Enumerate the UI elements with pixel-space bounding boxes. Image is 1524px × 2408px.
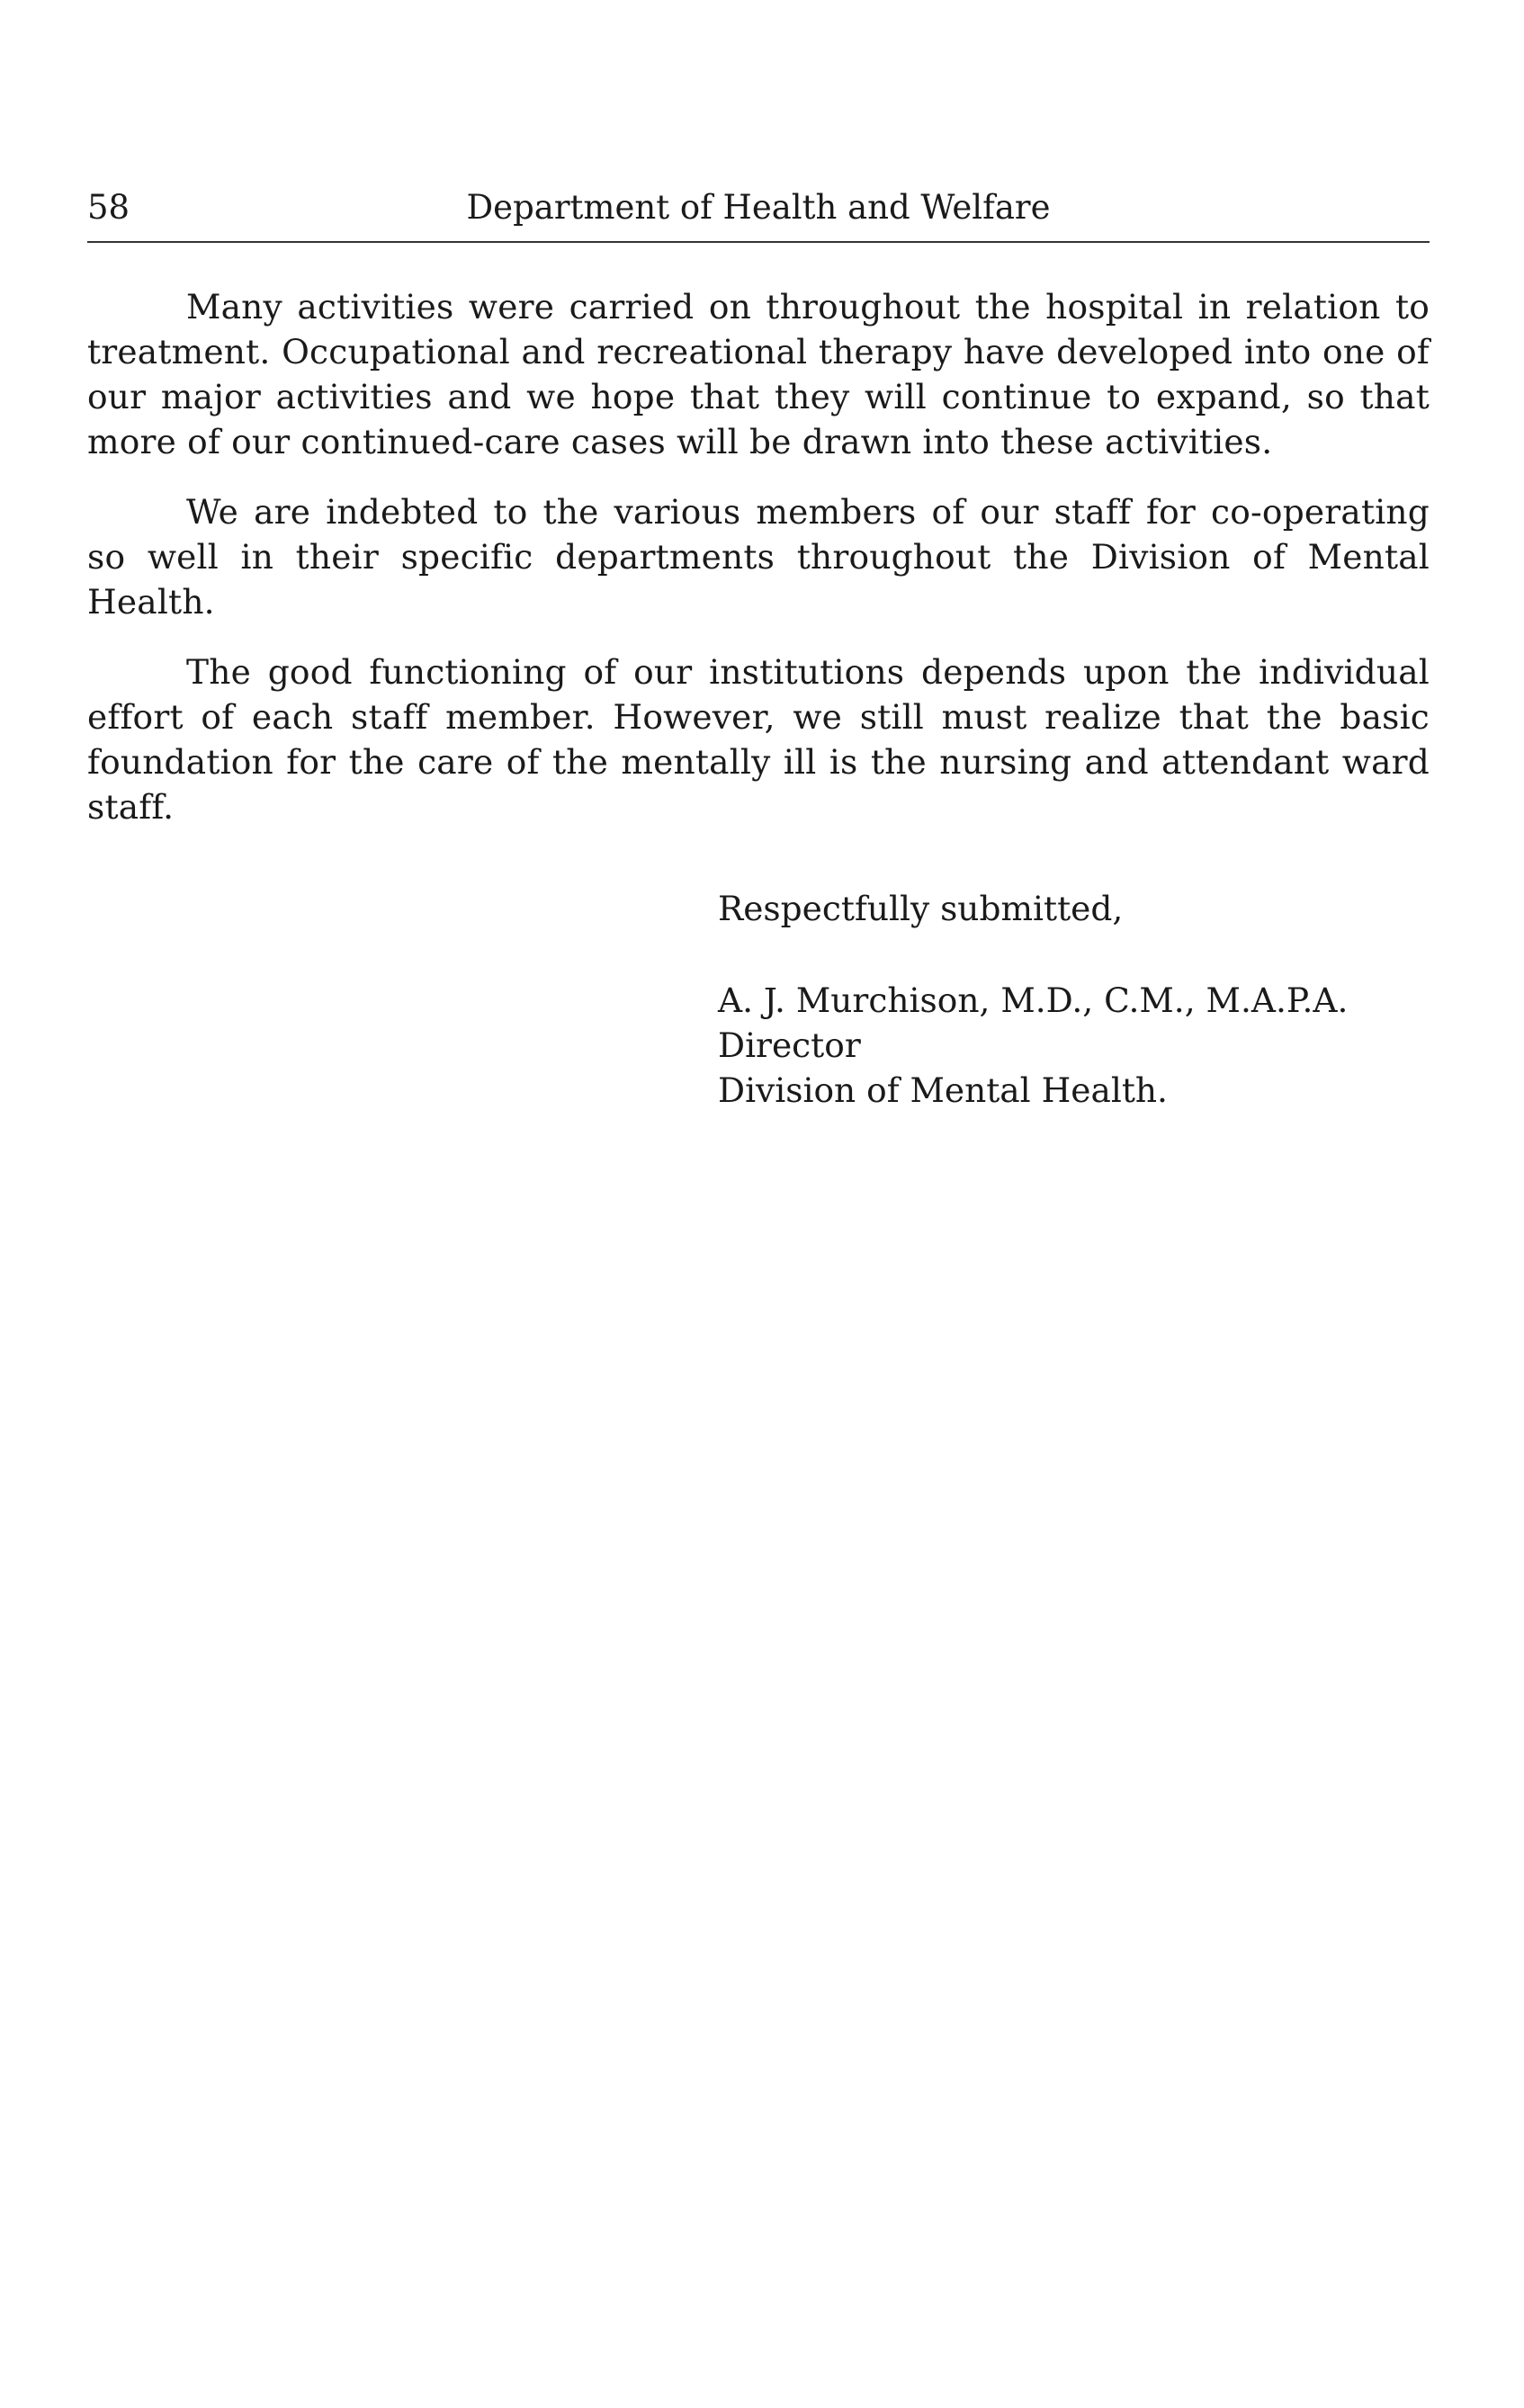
signatory-division: Division of Mental Health. bbox=[718, 1070, 1168, 1110]
header-rule bbox=[87, 241, 1430, 243]
signatory-name: A. J. Murchison, M.D., C.M., M.A.P.A. bbox=[718, 980, 1349, 1020]
page-number: 58 bbox=[87, 188, 130, 227]
paragraph: Many activities were carried on throughout the hospital in relation to treatment. Occupational and recreational therapy have developed into one of our major activities and we hope that they will continue to expand, so that more of our continued-care cases will be drawn into these activities. bbox=[87, 287, 1430, 461]
body-text bbox=[87, 284, 1430, 855]
paragraph: The good functioning of our institutions depends upon the individual effort of each staff member. However, we still must realize that the basic foundation for the care of the mentally ill is the nursing and attendant ward staff. bbox=[87, 652, 1430, 827]
running-title: Department of Health and Welfare bbox=[466, 188, 1051, 227]
signature-block bbox=[718, 886, 1348, 1113]
complimentary-close: Respectfully submitted, bbox=[718, 889, 1124, 928]
signatory-title: Director bbox=[718, 1025, 861, 1065]
paragraph: We are indebted to the various members of our staff for co-operating so well in their specific departments throughout the Division of Mental Health. bbox=[87, 492, 1430, 622]
running-header bbox=[87, 184, 1430, 231]
